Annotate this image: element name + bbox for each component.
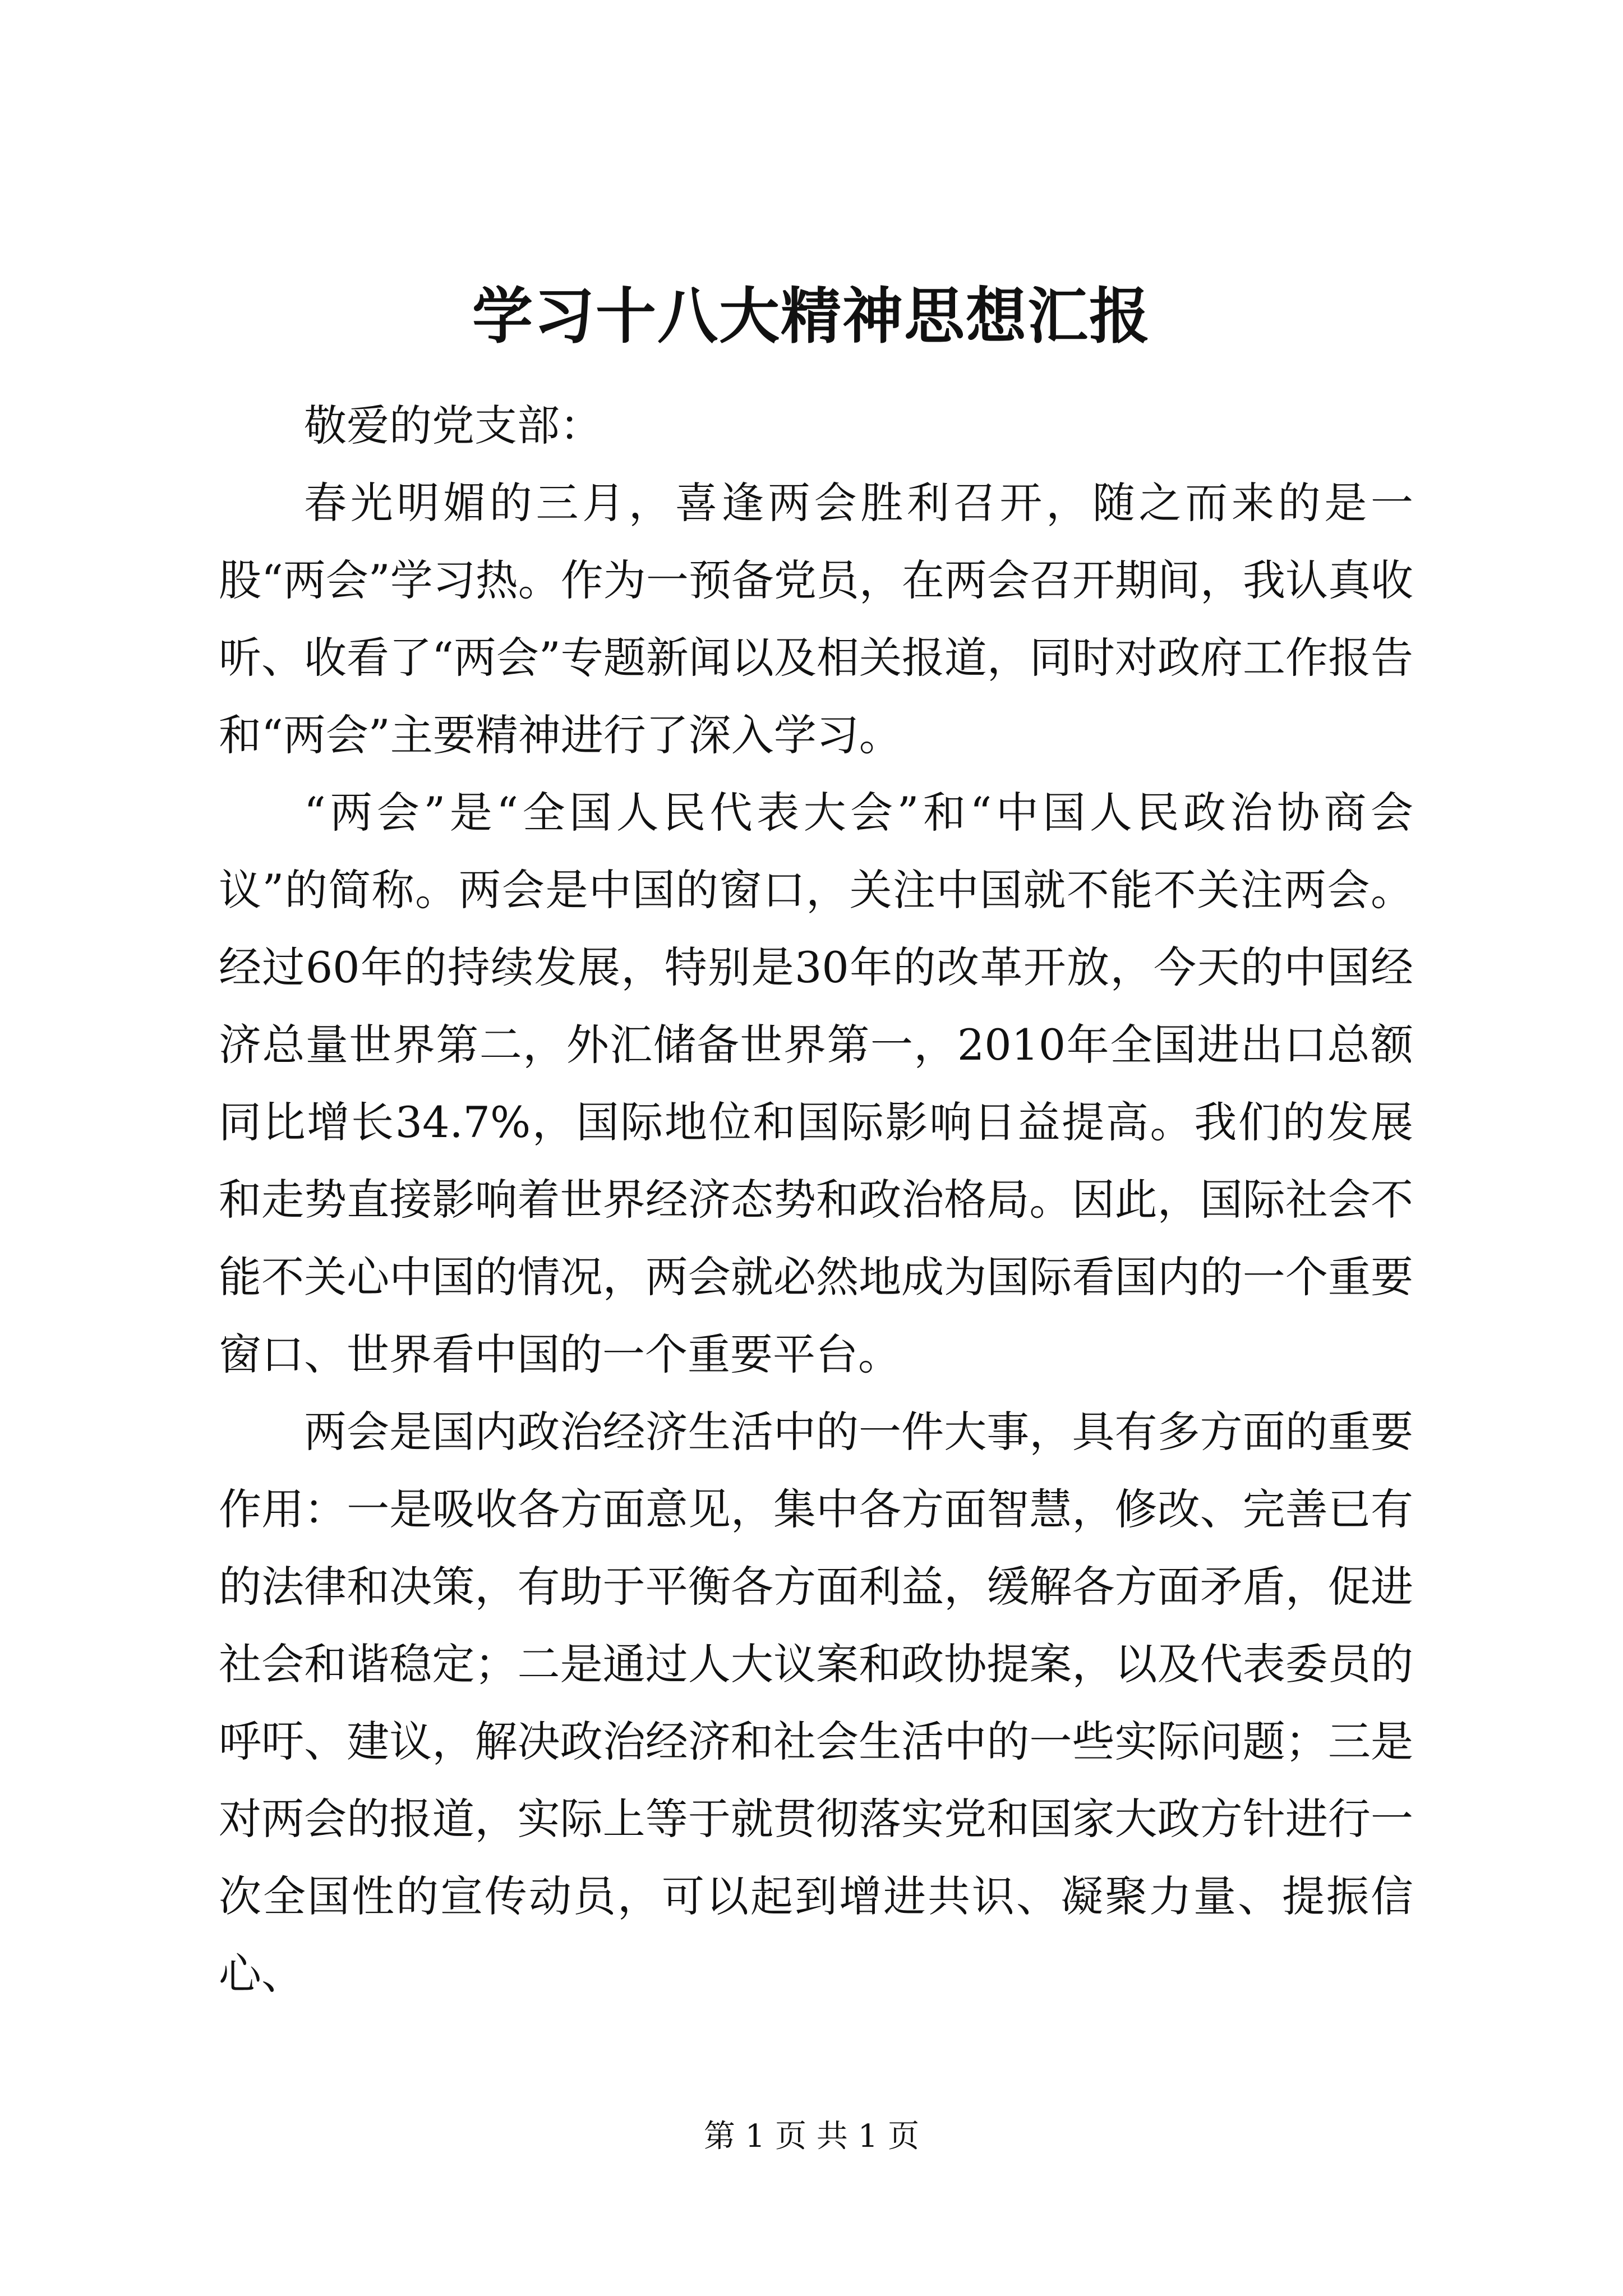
page-number-footer: 第 1 页 共 1 页 (703, 2118, 920, 2155)
document-body (219, 387, 1413, 2013)
salutation: 敬爱的党支部： (304, 401, 602, 450)
document-title: 学习十八大精神思想汇报 (472, 281, 1151, 352)
paragraph-1: 春光明媚的三月，喜逢两会胜利召开，随之而来的是一股“两会”学习热。作为一预备党员，在两会召开期间，我认真收听、收看了“两会”专题新闻以及相关报道，同时对政府工作报告和“两会”主要精神进行了深入学习。 (219, 478, 1413, 760)
paragraph-3: 两会是国内政治经济生活中的一件大事，具有多方面的重要作用：一是吸收各方面意见，集中各方面智慧，修改、完善已有的法律和决策，有助于平衡各方面利益，缓解各方面矛盾，促进社会和谐稳定；二是通过人大议案和政协提案，以及代表委员的呼吁、建议，解决政治经济和社会生活中的一些实际问题；三是对两会的报道，实际上等于就贯彻落实党和国家大政方针进行一次全国性的宣传动员，可以起到增进共识、凝聚力量、提振信心、 (219, 1407, 1413, 1999)
paragraph-2: “两会”是“全国人民代表大会”和“中国人民政治协商会议”的简称。两会是中国的窗口，关注中国就不能不关注两会。经过60年的持续发展，特别是30年的改革开放，今天的中国经济总量世界第二，外汇储备世界第一，2010年全国进出口总额同比增长34.7%，国际地位和国际影响日益提高。我们的发展和走势直接影响着世界经济态势和政治格局。因此，国际社会不能不关心中国的情况，两会就必然地成为国际看国内的一个重要窗口、世界看中国的一个重要平台。 (219, 788, 1413, 1379)
